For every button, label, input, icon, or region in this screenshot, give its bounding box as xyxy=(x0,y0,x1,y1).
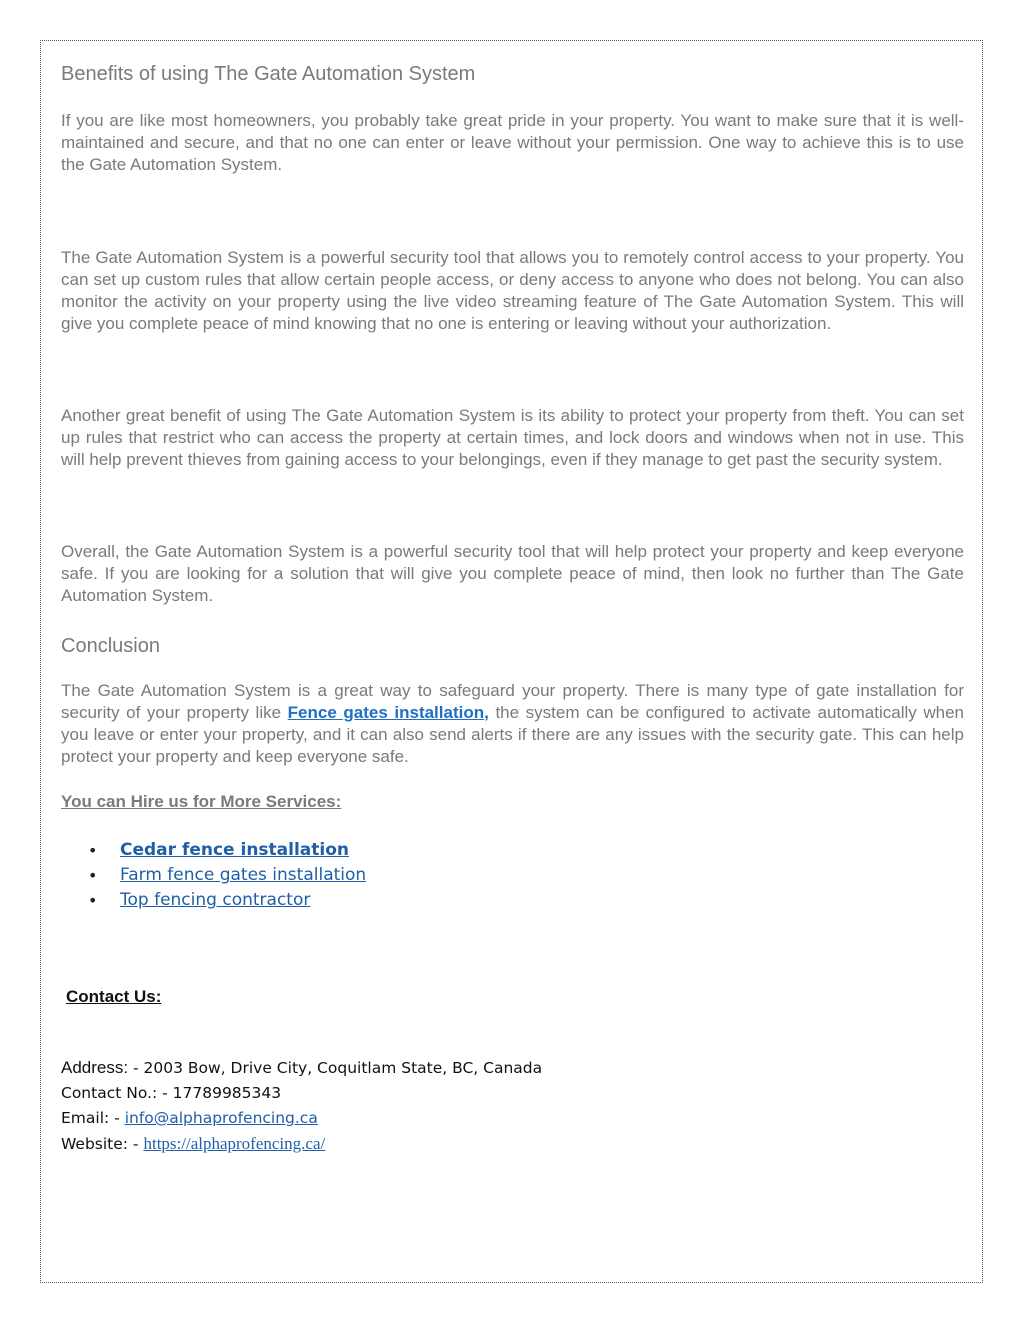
paragraph-theft-protection: Another great benefit of using The Gate Automation System is its ability to protect your property from theft. You can set up rules that restrict who can access the property at certain times, and lock doors and windows when not in use. This will help prevent thieves from gaining access to your belongings, even if they manage to get past the security system. xyxy=(61,406,964,469)
phone-label: Contact No.: - xyxy=(61,1084,173,1102)
contact-email xyxy=(61,1106,964,1131)
farm-fence-gates-installation-link[interactable]: Farm fence gates installation xyxy=(120,865,367,885)
fence-gates-installation-link[interactable]: Fence gates installation xyxy=(287,703,485,722)
email-label: Email: - xyxy=(61,1109,125,1127)
paragraph-overall: Overall, the Gate Automation System is a powerful security tool that will help protect your property and keep everyone safe. If you are looking for a solution that will give you complete peace of mind, then look no further than The Gate Automation System. xyxy=(61,542,964,605)
address-value: - 2003 Bow, Drive City, Coquitlam State, BC, Canada xyxy=(128,1059,543,1077)
cedar-fence-installation-link[interactable]: Cedar fence installation xyxy=(120,840,350,860)
email-link[interactable]: info@alphaprofencing.ca xyxy=(124,1109,318,1127)
conclusion-text-after: the system can be configured to activate automatically when you leave or enter your property, and it can also send alerts if there are any issues with the security gate. This can help protect your property and keep everyone safe. xyxy=(61,703,964,766)
conclusion-text-before: The Gate Automation System is a great way to safeguard your property. There is many type of gate installation for security of your property like xyxy=(61,681,964,722)
contact-website xyxy=(61,1131,964,1157)
website-link[interactable]: https://alphaprofencing.ca/ xyxy=(143,1134,326,1153)
paragraph-intro: If you are like most homeowners, you probably take great pride in your property. You want to make sure that it is well-maintained and secure, and that no one can enter or leave without your permission. One way to achieve this is to use the Gate Automation System. xyxy=(61,111,964,174)
contact-address xyxy=(61,1055,964,1081)
heading-benefits: Benefits of using The Gate Automation System xyxy=(61,63,476,85)
paragraph-security-tool: The Gate Automation System is a powerful security tool that allows you to remotely control access to your property. You can set up custom rules that allow certain people access, or deny access to anyone who does not belong. You can also monitor the activity on your property using the live video streaming feature of The Gate Automation System. This will give you complete peace of mind knowing that no one is entering or leaving without your authorization. xyxy=(61,248,964,333)
top-fencing-contractor-link[interactable]: Top fencing contractor xyxy=(120,890,311,910)
phone-value: 17789985343 xyxy=(172,1084,282,1102)
paragraph-conclusion xyxy=(61,680,964,768)
conclusion-comma: , xyxy=(484,703,489,722)
document-body xyxy=(61,60,964,1157)
heading-conclusion: Conclusion xyxy=(61,635,160,657)
list-item xyxy=(61,863,964,888)
services-list xyxy=(61,838,964,913)
address-label: Address: xyxy=(61,1058,129,1077)
list-item xyxy=(61,838,964,863)
list-item xyxy=(61,888,964,913)
contact-phone xyxy=(61,1081,964,1106)
services-title: You can Hire us for More Services: xyxy=(61,792,342,811)
website-label: Website: - xyxy=(61,1135,144,1153)
contact-title: Contact Us: xyxy=(66,987,162,1006)
